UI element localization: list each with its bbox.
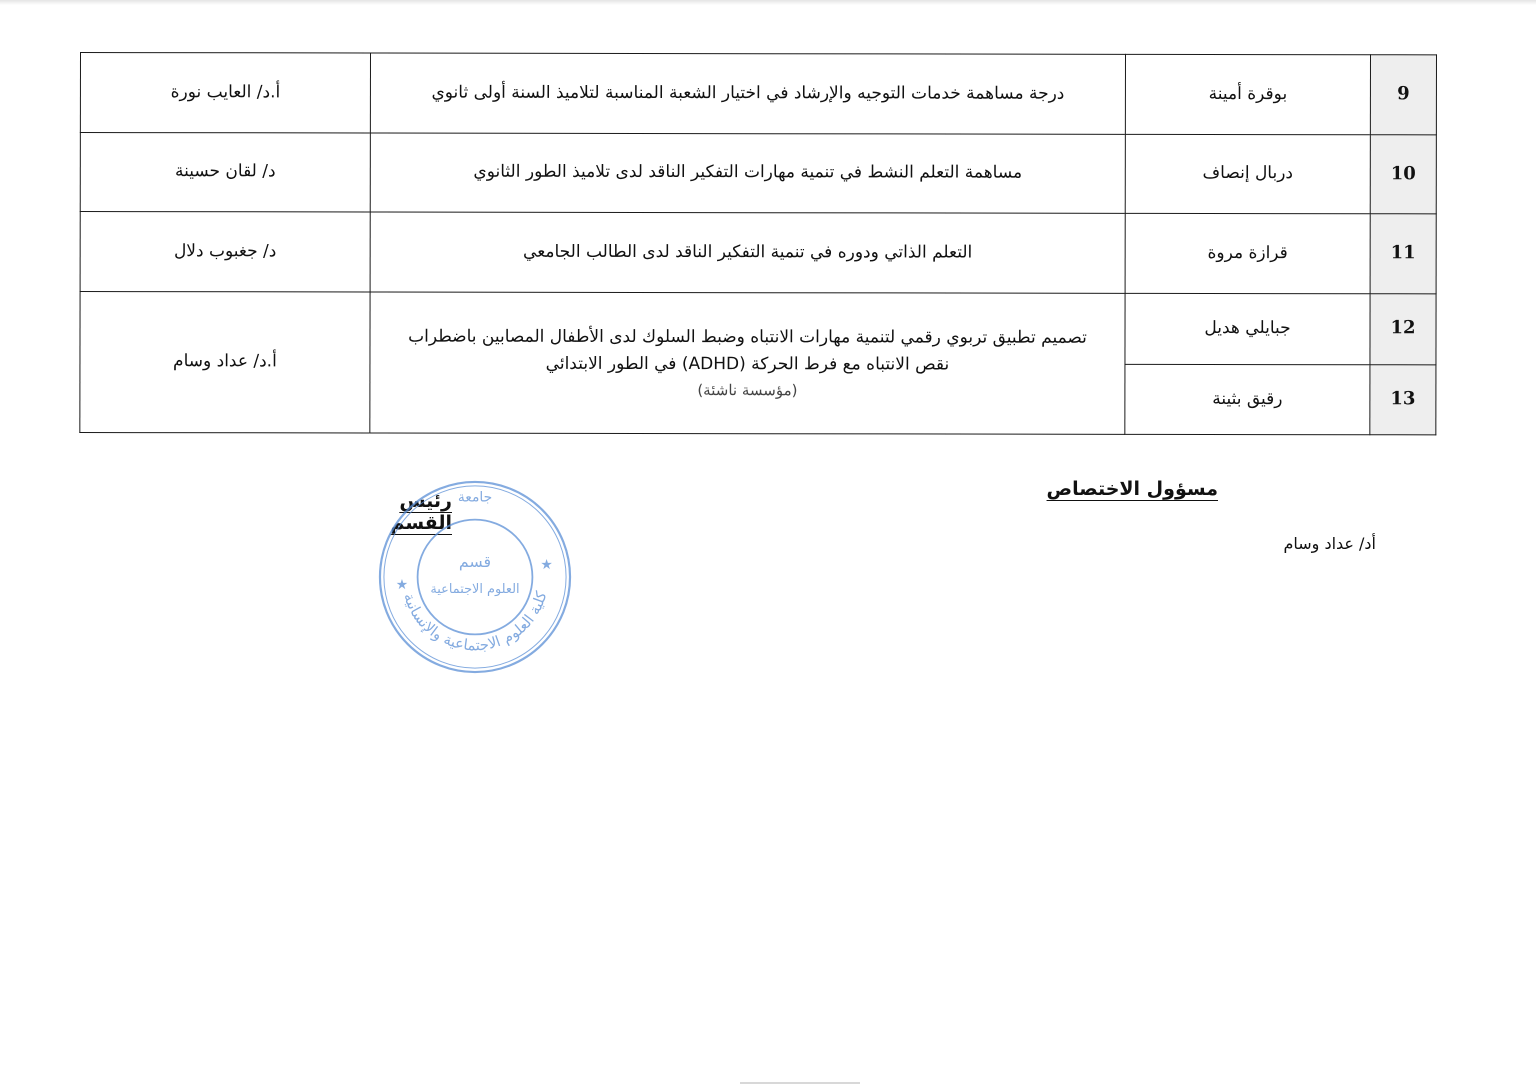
specialty-head-name-block xyxy=(1220,534,1376,553)
student-name: بوقرة أمينة xyxy=(1125,54,1370,134)
official-stamp-seal xyxy=(376,478,574,676)
supervisor-name: أ.د/ عداد وسام xyxy=(80,292,370,433)
stamp-ring-text: كلية العلوم الاجتماعية والإنسانية xyxy=(400,589,551,655)
thesis-title: درجة مساهمة خدمات التوجيه والإرشاد في اختيار الشعبة المناسبة لتلاميذ السنة أولى ثانوي xyxy=(370,53,1125,134)
supervisor-name: أ.د/ العايب نورة xyxy=(80,53,370,133)
specialty-head-label: مسؤول الاختصاص xyxy=(1046,478,1218,500)
stamp-star-icon: ★ xyxy=(395,576,409,593)
table-row xyxy=(80,53,1436,135)
scan-edge xyxy=(740,1082,860,1084)
thesis-title-line: تصميم تطبيق تربوي رقمي لتنمية مهارات الانتباه وضبط السلوك لدى الأطفال المصابين باضطراب xyxy=(408,326,1087,348)
scan-edge xyxy=(0,0,1536,5)
student-name: جبايلي هديل xyxy=(1125,293,1370,364)
thesis-title-line: نقص الانتباه مع فرط الحركة (ADHD) في الطور الابتدائي xyxy=(545,353,950,375)
row-number: 9 xyxy=(1370,55,1436,135)
thesis-title: مساهمة التعلم النشط في تنمية مهارات التفكير الناقد لدى تلاميذ الطور الثانوي xyxy=(370,133,1125,214)
thesis-title: التعلم الذاتي ودوره في تنمية التفكير الناقد لدى الطالب الجامعي xyxy=(370,212,1125,293)
startup-note: (مؤسسة ناشئة) xyxy=(697,381,798,400)
student-name: قرازة مروة xyxy=(1125,214,1370,294)
table-row xyxy=(80,132,1436,214)
table-row xyxy=(80,212,1436,294)
stamp-center-line2: العلوم الاجتماعية xyxy=(430,581,520,597)
student-name: دربال إنصاف xyxy=(1125,134,1370,214)
student-name: رقيق بثينة xyxy=(1125,364,1370,435)
supervisor-name: د/ لقان حسينة xyxy=(80,132,370,212)
stamp-top-text: جامعة xyxy=(457,489,493,506)
stamp-star-icon: ★ xyxy=(540,557,553,574)
row-number: 13 xyxy=(1370,364,1436,435)
table-row xyxy=(80,292,1436,365)
specialty-head-block xyxy=(1040,478,1218,500)
row-number: 10 xyxy=(1370,134,1436,214)
row-number: 12 xyxy=(1370,294,1436,365)
row-number: 11 xyxy=(1370,214,1436,294)
supervisor-name: د/ جغبوب دلال xyxy=(80,212,370,292)
department-head-label: رئيس القسم xyxy=(390,490,452,534)
thesis-title-shared xyxy=(370,292,1125,434)
specialty-head-name: أد/ عداد وسام xyxy=(1283,534,1376,553)
stamp-center-line1: قسم xyxy=(458,552,492,572)
thesis-assignment-table xyxy=(79,52,1437,435)
